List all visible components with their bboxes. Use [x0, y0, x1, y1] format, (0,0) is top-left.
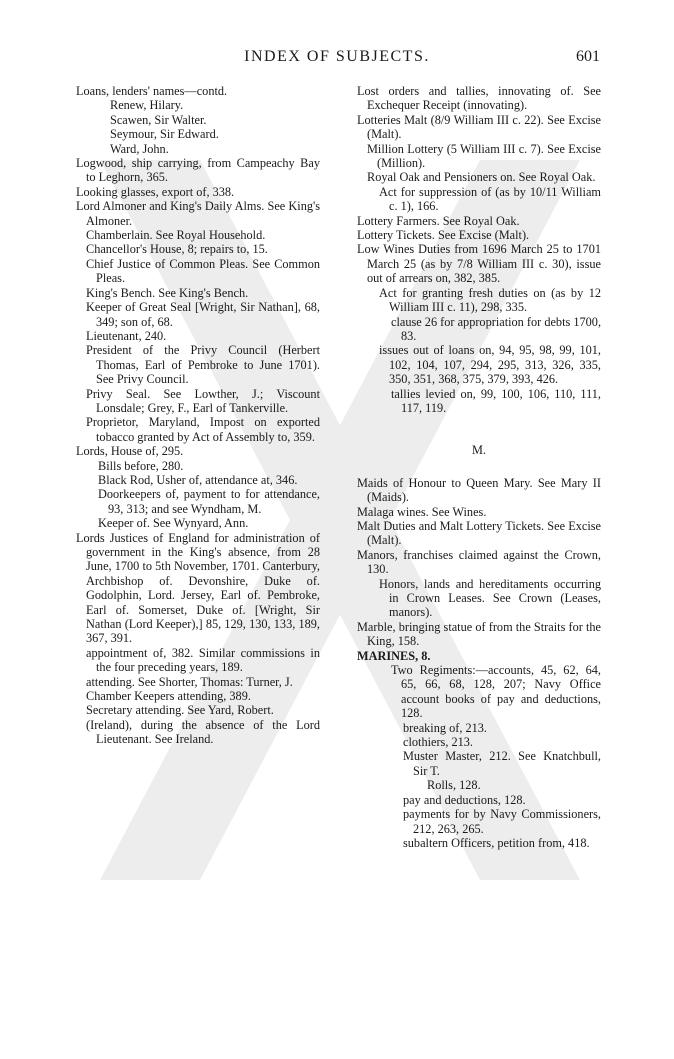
index-entry: subaltern Officers, petition from, 418. — [403, 835, 590, 850]
index-entry: Loans, lenders' names—contd. — [76, 84, 228, 98]
index-entry: Keeper of Great Seal [Wright, Sir Nathan], 68, 349; son of, 68. — [86, 300, 320, 329]
index-entry: Secretary attending. See Yard, Robert. — [86, 703, 274, 718]
index-entry: Honors, lands and hereditaments occurring in Crown Leases. See Crown (Leases, manors). — [379, 576, 601, 620]
index-entry: payments for by Navy Commissioners, 212, 263, 265. — [403, 807, 601, 836]
index-entry: Privy Seal. See Lowther, J.; Viscount Lonsdale; Grey, F., Earl of Tankerville. — [86, 386, 320, 415]
index-entry: clause 26 for appropriation for debts 1700, 83. — [391, 314, 602, 343]
index-entry: Act for suppression of (as by 10/11 William c. 1), 166. — [379, 184, 601, 214]
page-title: INDEX OF SUBJECTS. — [244, 48, 430, 65]
left-column — [76, 84, 320, 747]
index-entry: Ward, John. — [110, 141, 169, 156]
index-entry: Chamberlain. See Royal Household. — [86, 228, 266, 243]
index-entry: Manors, franchises claimed against the Crown, 130. — [357, 547, 601, 577]
index-entry: Low Wines Duties from 1696 March 25 to 1701 March 25 (as by 7/8 William III c. 30), issue out of arrears on, 382, 385. — [357, 242, 601, 286]
section-letter: M. — [471, 443, 486, 458]
index-entry: Looking glasses, export of, 338. — [76, 184, 235, 199]
index-entry: Doorkeepers of, payment to for attendance, 93, 313; and see Wyndham, M. — [98, 487, 320, 516]
index-entry: Chief Justice of Common Pleas. See Common Pleas. — [86, 256, 320, 286]
index-entry: Lottery Tickets. See Excise (Malt). — [357, 228, 530, 243]
index-entry: (Ireland), during the absence of the Lord Lieutenant. See Ireland. — [86, 717, 320, 747]
index-entry: issues out of loans on, 94, 95, 98, 99, 101, 102, 104, 107, 294, 295, 313, 326, 335, 350, 351, 368, 375, 379, 393, 426. — [379, 343, 601, 387]
index-entry: clothiers, 213. — [403, 735, 474, 750]
index-entry: President of the Privy Council (Herbert Thomas, Earl of Pembroke to June 1701). See Privy Council. — [86, 343, 320, 387]
index-entry: Two Regiments:—accounts, 45, 62, 64, 65, 66, 68, 128, 207; Navy Office account books of pay and deductions, 128. — [391, 663, 601, 721]
index-entry: Act for granting fresh duties on (as by 12 William III c. 11), 298, 335. — [379, 285, 601, 315]
page-number: 601 — [576, 48, 600, 65]
page-header — [0, 46, 674, 70]
index-entry: Seymour, Sir Edward. — [110, 127, 219, 142]
index-entry: MARINES, 8. — [357, 648, 431, 663]
index-entry: Maids of Honour to Queen Mary. See Mary II (Maids). — [357, 475, 601, 505]
index-entry: Lieutenant, 240. — [86, 328, 167, 343]
index-entry: Logwood, ship carrying, from Campeachy Bay to Leghorn, 365. — [76, 156, 320, 185]
index-entry: breaking of, 213. — [403, 720, 488, 735]
index-entry: Lords Justices of England for administration of government in the King's absence, from 28 June, 1700 to 5th November, 1701. Canterbury, Archbishop of. Devonshire, Duke of. Godolphin, Lord. Jersey, Earl of. Pembroke, Earl of. Somerset, Duke of. [Wright, Sir Nathan (Lord Keeper),] 85, 129, 130, 133, 189, 367, 391. — [76, 530, 320, 646]
index-entry: attending. See Shorter, Thomas: Turner, J. — [86, 674, 293, 689]
index-entry: Lords, House of, 295. — [76, 444, 184, 459]
index-entry: Lord Almoner and King's Daily Alms. See King's Almoner. — [76, 199, 320, 228]
index-entry: Muster Master, 212. See Knatchbull, Sir T. — [403, 749, 601, 778]
index-entry: Million Lottery (5 William III c. 7). See Excise (Million). — [367, 141, 601, 171]
index-entry: Black Rod, Usher of, attendance at, 346. — [98, 472, 298, 487]
index-entry: Bills before, 280. — [98, 458, 184, 473]
index-entry: Chancellor's House, 8; repairs to, 15. — [86, 242, 268, 257]
index-entry: Proprietor, Maryland, Impost on exported tobacco granted by Act of Assembly to, 359. — [86, 415, 320, 444]
index-entry: Rolls, 128. — [427, 778, 481, 793]
index-entry: Lotteries Malt (8/9 William III c. 22). See Excise (Malt). — [357, 112, 601, 142]
index-entry: appointment of, 382. Similar commissions in the four preceding years, 189. — [86, 645, 320, 675]
index-entry: Lottery Farmers. See Royal Oak. — [357, 213, 520, 228]
index-entry: King's Bench. See King's Bench. — [86, 285, 249, 300]
index-entry: Lost orders and tallies, innovating of. See Exchequer Receipt (innovating). — [357, 84, 601, 113]
right-column — [357, 84, 601, 850]
index-entry: Malt Duties and Malt Lottery Tickets. See Excise (Malt). — [357, 518, 601, 548]
index-entry: Royal Oak and Pensioners on. See Royal Oak. — [367, 170, 596, 185]
index-entry: Keeper of. See Wynyard, Ann. — [98, 516, 249, 531]
index-entry: tallies levied on, 99, 100, 106, 110, 111, 117, 119. — [391, 386, 601, 415]
index-entry: Scawen, Sir Walter. — [110, 112, 207, 127]
index-entry: pay and deductions, 128. — [403, 792, 526, 807]
index-entry: Malaga wines. See Wines. — [357, 504, 487, 519]
index-entry: Chamber Keepers attending, 389. — [86, 689, 251, 704]
index-entry: Marble, bringing statue of from the Straits for the King, 158. — [357, 619, 601, 649]
index-entry: Renew, Hilary. — [110, 98, 184, 113]
